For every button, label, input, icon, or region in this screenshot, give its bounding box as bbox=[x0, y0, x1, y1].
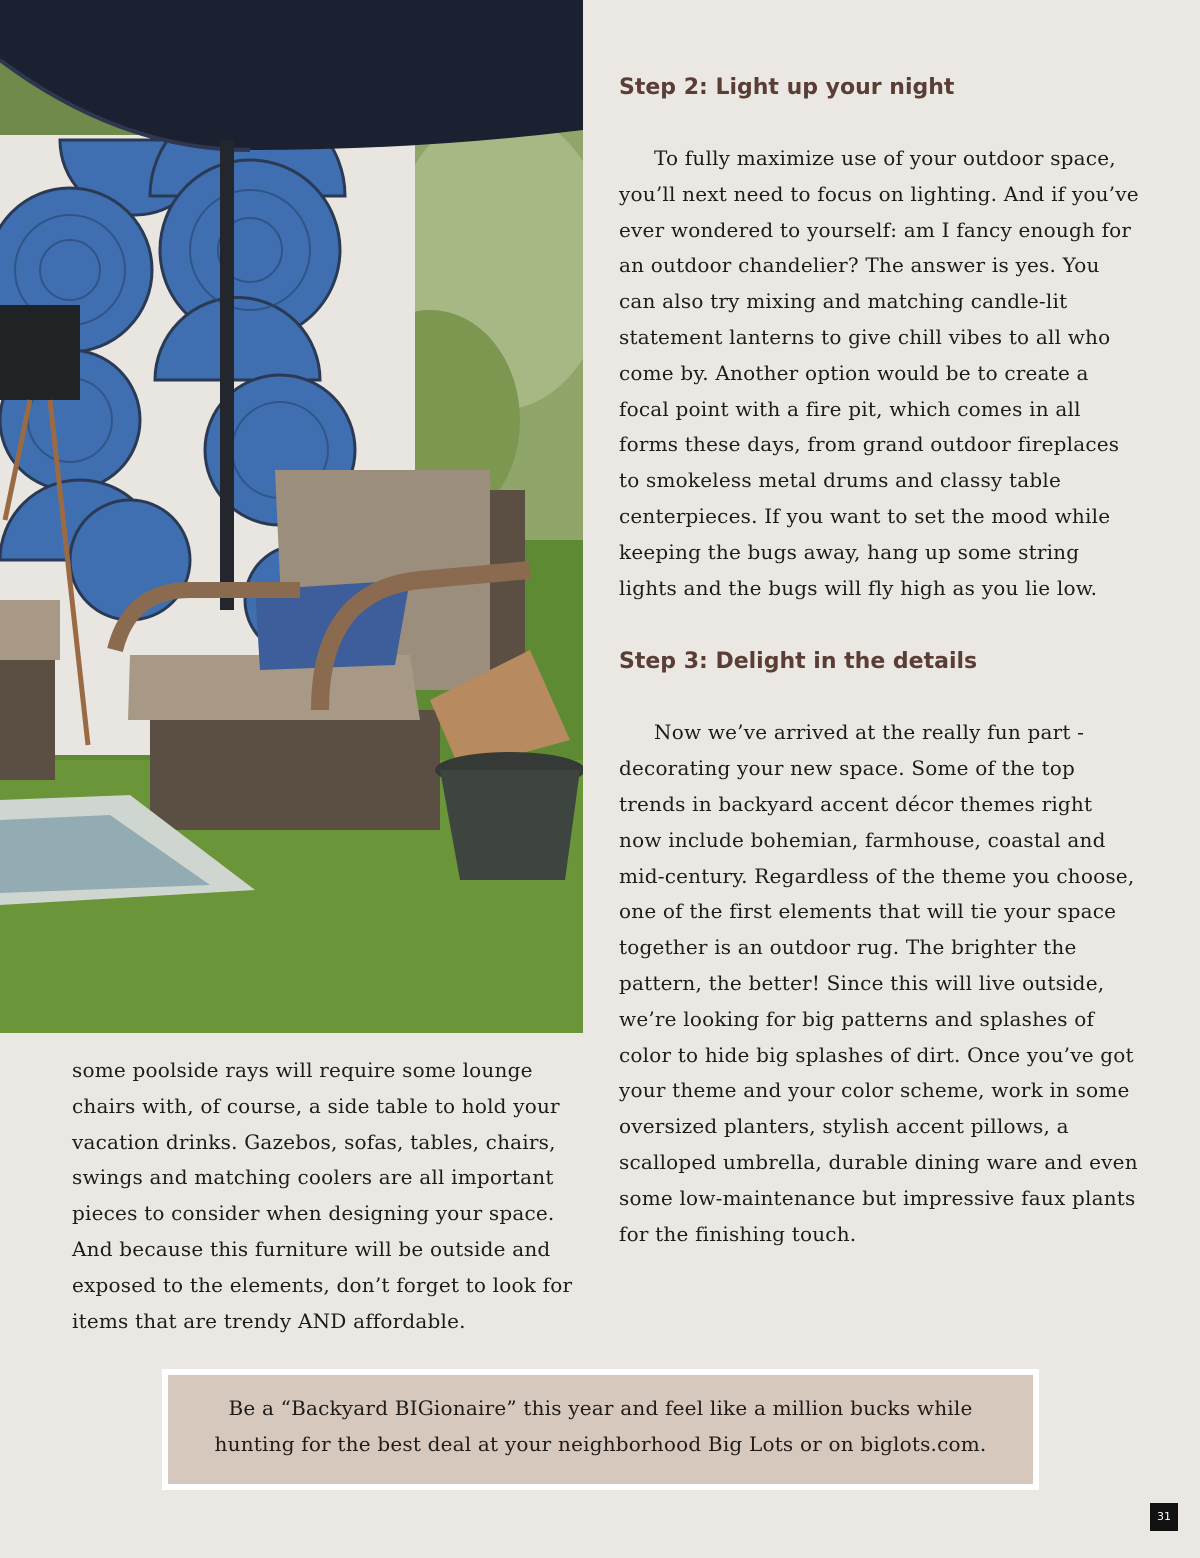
step3-paragraph: Now we’ve arrived at the really fun part - decorating your new space. Some of the top trends in backyard accent décor themes right now include bohemian, farmhouse, coastal and mid-century. Regardless of the theme you choose, one of the first elements that will tie your space together is an outdoor rug. The brighter the pattern, the better! Since this will live outside, we’re looking for big patterns and splashes of color to hide big splashes of dirt. Once you’ve got your theme and your color scheme, work in some oversized planters, stylish accent pillows, a scalloped umbrella, durable dining ware and even some low-maintenance but impressive faux plants for the finishing touch. bbox=[619, 720, 1138, 1246]
callout-line-2: hunting for the best deal at your neighborhood Big Lots or on biglots.com. bbox=[214, 1432, 987, 1456]
step3-heading: Step 3: Delight in the details bbox=[619, 649, 978, 675]
patio-photo bbox=[0, 0, 583, 1033]
callout-frame bbox=[162, 1369, 1039, 1490]
step2-paragraph: To fully maximize use of your outdoor space, you’ll next need to focus on lighting. And if you’ve ever wondered to yourself: am I fancy enough for an outdoor chandelier? The answer is yes. You can also try mixing and matching candle-lit statement lanterns to give chill vibes to all who come by. Another option would be to create a focal point with a fire pit, which comes in all forms these days, from grand outdoor fireplaces to smokeless metal drums and classy table centerpieces. If you want to set the mood while keeping the bugs away, hang up some string lights and the bugs will fly high as you lie low. bbox=[619, 146, 1139, 600]
callout-line-1: Be a “Backyard BIGionaire” this year and feel like a million bucks while bbox=[228, 1396, 973, 1420]
step2-heading: Step 2: Light up your night bbox=[619, 75, 955, 100]
callout-box bbox=[168, 1375, 1033, 1484]
right-column bbox=[619, 70, 1139, 1252]
left-column bbox=[72, 1053, 582, 1339]
page-number: 31 bbox=[1150, 1503, 1178, 1531]
left-paragraph: some poolside rays will require some lounge chairs with, of course, a side table to hold your vacation drinks. Gazebos, sofas, tables, chairs, swings and matching coolers are all important pieces to consider when designing your space. And because this furniture will be outside and exposed to the elements, don’t forget to look for items that are trendy AND affordable. bbox=[72, 1058, 573, 1333]
